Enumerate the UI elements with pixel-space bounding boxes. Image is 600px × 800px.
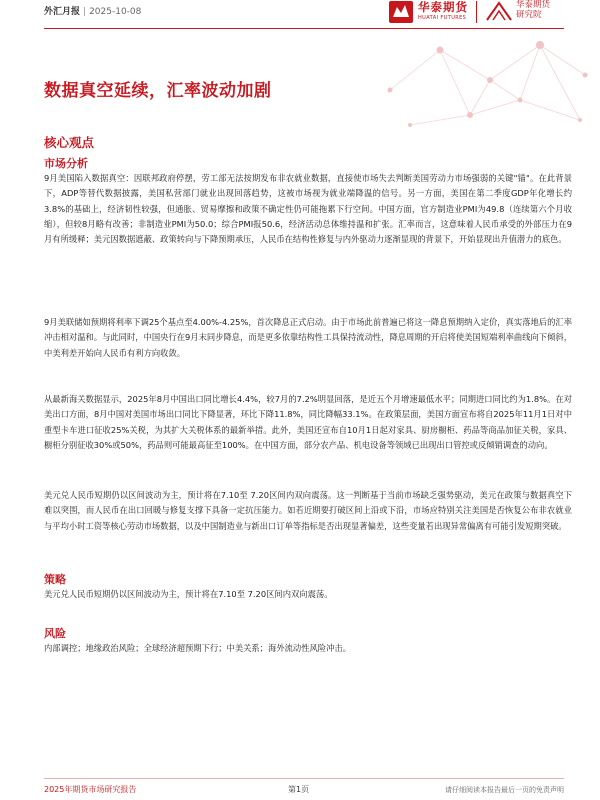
network-watermark-icon xyxy=(380,30,600,130)
analysis-paragraph-1: 9月美国陷入数据真空：因联邦政府停摆，劳工部无法按期发布非农就业数据，直接使市场失去判断美国劳动力市场强弱的关键"锚"。在此背景下，ADP等替代数据披露，美国私营部门就业出现回落趋势，这被市场视为就业端降温的信号。另一方面，美国在第二季度GDP年化增长约3.8%的基础上，经济韧性较强，但通胀、贸易摩擦和政策不确定性仍可能拖累下行空间。中国方面，官方制造业PMI为49.8（连续第六个月收缩），但较8月略有改善；非制造业PMI为50.0；综合PMI报50.6，经济活动总体维持温和扩张。汇率而言，这意味着人民币承受的外部压力在9月有所缓释；美元因数据遮蔽、政策转向与下降预期承压，人民币在结构性修复与内外驱动力逐渐显现的背景下，开始显现出升值潜力的底色。 xyxy=(44,173,572,245)
page-footer xyxy=(0,778,600,800)
research-logo-icon xyxy=(485,0,513,22)
market-analysis-heading: 市场分析 xyxy=(44,157,88,170)
research-line-2: 研究院 xyxy=(516,10,542,20)
risk-text: 内部调控；地缘政治风险；全球经济超预期下行；中美关系；海外流动性风险冲击。 xyxy=(44,643,351,653)
huatai-logo-icon xyxy=(388,0,414,24)
disclaimer-note: 请仔细阅读本报告最后一页的免责声明 xyxy=(445,786,564,794)
page-number: 第1页 xyxy=(288,785,310,794)
footer-report-name: 2025年期货市场研究报告 xyxy=(44,785,137,794)
risk-heading: 风险 xyxy=(44,627,66,640)
report-type: 外汇月报 xyxy=(44,7,81,17)
research-line-1: 华泰期货 xyxy=(516,0,551,10)
brand-divider xyxy=(476,1,477,23)
report-title: 数据真空延续，汇率波动加剧 xyxy=(44,81,272,101)
report-date: 2025-10-08 xyxy=(89,7,142,17)
brand-name: 华泰期货 xyxy=(418,0,468,14)
analysis-paragraph-4: 美元兑人民币短期仍以区间波动为主，预计将在7.10至 7.20区间内双向震荡。这一判断基于当前市场缺乏强势驱动，美元在政策与数据真空下难以突围，而人民币在出口回暖与修复支撑下具备一定抗压能力。如若近期要打破区间上沿或下沿，市场应特别关注美国是否恢复公布非农就业与平均小时工资等核心劳动市场数据，以及中国制造业与新出口订单等指标是否出现显著偏差，这些变量若出现异常偏离有可能引发短期突破。 xyxy=(44,490,572,531)
strategy-heading: 策略 xyxy=(44,573,66,586)
page-header xyxy=(0,0,600,30)
report-tag xyxy=(44,4,141,17)
brand-block xyxy=(388,0,550,24)
analysis-paragraph-2: 9月美联储如预期将利率下调25个基点至4.00%-4.25%，首次降息正式启动。由于市场此前普遍已将这一降息预期纳入定价，真实落地后的汇率冲击相对温和。与此同时，中国央行在9月末同步降息，而是更多依靠结构性工具保持流动性，降息周期的开启将使美国短端利率曲线向下倾斜，中美利差开始向人民币有利方向收敛。 xyxy=(44,317,572,358)
core-view-heading: 核心观点 xyxy=(44,135,95,150)
header-rule xyxy=(44,28,564,29)
research-institute xyxy=(485,0,550,22)
strategy-text: 美元兑人民币短期仍以区间波动为主，预计将在7.10至 7.20区间内双向震荡。 xyxy=(44,589,333,599)
header-separator: | xyxy=(83,7,87,17)
brand-english: HUATAI FUTURES xyxy=(418,15,467,21)
footer-rule xyxy=(44,778,564,779)
analysis-paragraph-3: 从最新海关数据显示，2025年8月中国出口同比增长4.4%，较7月的7.2%明显回落，是近五个月增速最低水平；同期进口同比约为1.8%。在对美出口方面，8月中国对美国市场出口同比下降显著，环比下降11.8%，同比降幅33.1%。在政策层面，美国方面宣布将自2025年11月1日对中重型卡车进口征收25%关税，为其扩大关税体系的最新举措。此外，美国还宣布自10月1日起对家具、厨房橱柜、药品等商品加征关税，家具、橱柜分别征收30%或50%，药品则可能最高征至100%。在中国方面，部分农产品、机电设备等领域已出现出口管控或反倾销调查的动向。 xyxy=(44,394,572,450)
